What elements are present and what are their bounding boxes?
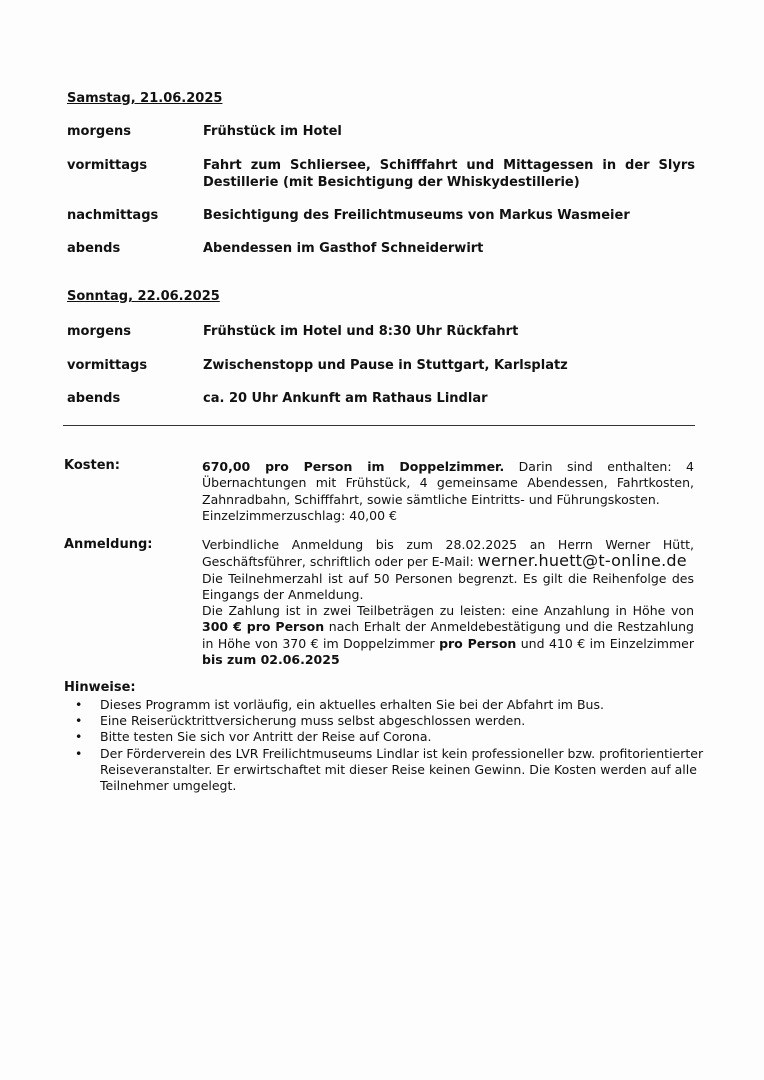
- registration-text-3: Die Zahlung ist in zwei Teilbeträgen zu leisten: eine Anzahlung in Höhe von: [202, 603, 694, 619]
- activity-text: Fahrt zum Schliersee, Schifffahrt und Mittagessen in der Slyrs Destillerie (mit Besichtigung der Whiskydestillerie): [203, 158, 695, 190]
- activity-text: Frühstück im Hotel und 8:30 Uhr Rückfahrt: [203, 324, 519, 339]
- activity-text: Besichtigung des Freilichtmuseums von Markus Wasmeier: [203, 208, 630, 223]
- registration-text-1: Verbindliche Anmeldung bis zum 28.02.2025 an Herrn Werner Hütt, Geschäftsführer, schriftlich oder per E-Mail:: [202, 537, 694, 570]
- bullet: •: [75, 745, 83, 761]
- activity-text: Frühstück im Hotel: [203, 124, 342, 139]
- bullet: •: [75, 729, 83, 745]
- time-label: vormittags: [67, 358, 148, 373]
- activity-text: ca. 20 Uhr Ankunft am Rathaus Lindlar: [203, 391, 488, 406]
- costs-single-supplement: Einzelzimmerzuschlag: 40,00 €: [202, 507, 397, 523]
- note-text: Bitte testen Sie sich vor Antritt der Reise auf Corona.: [100, 729, 432, 745]
- list-item: [64, 697, 704, 713]
- notes-title: Hinweise:: [64, 680, 136, 695]
- registration-label: Anmeldung:: [64, 537, 153, 552]
- registration-deposit: 300 € pro Person: [202, 619, 325, 635]
- note-text: Der Förderverein des LVR Freilichtmuseums Lindlar ist kein professioneller bzw. profitorientierter Reiseveranstalter. Er erwirtschaftet mit dieser Reise keinen Gewinn. Die Kosten werden auf alle Teilnehmer umgelegt.: [100, 745, 704, 794]
- costs-price: 670,00 pro Person im Doppelzimmer.: [202, 459, 505, 474]
- time-label: abends: [67, 391, 121, 406]
- note-text: Eine Reiserücktrittversicherung muss selbst abgeschlossen werden.: [100, 713, 526, 729]
- registration-email-link[interactable]: werner.huett@t-online.de: [477, 551, 687, 571]
- costs-label: Kosten:: [64, 458, 120, 473]
- time-label: morgens: [67, 124, 132, 139]
- costs-details: Darin sind enthalten: 4 Übernachtungen mit Frühstück, 4 gemeinsame Abendessen, Fahrtkosten, Zahnradbahn, Schifffahrt, sowie sämtliche Eintritts- und Führungskosten.: [202, 459, 694, 507]
- costs-block: [202, 459, 694, 524]
- day-heading-saturday: Samstag, 21.06.2025: [67, 91, 223, 106]
- day-heading-sunday: Sonntag, 22.06.2025: [67, 289, 220, 304]
- activity-text: Abendessen im Gasthof Schneiderwirt: [203, 241, 484, 256]
- bullet: •: [75, 697, 83, 712]
- time-label: vormittags: [67, 158, 148, 173]
- list-item: [64, 746, 704, 795]
- registration-block: [202, 537, 694, 668]
- bullet: •: [75, 713, 83, 729]
- notes-list: [64, 697, 704, 794]
- registration-text-2: Die Teilnehmerzahl ist auf 50 Personen begrenzt. Es gilt die Reihenfolge des Eingangs der Anmeldung.: [202, 570, 694, 602]
- registration-text-5: und 410 € im Einzelzimmer: [520, 635, 694, 651]
- registration-deadline: bis zum 02.06.2025: [202, 652, 340, 668]
- registration-text-4: nach Erhalt der Anmeldebestätigung und die Restzahlung in Höhe von 370 € im Doppelzimmer: [202, 619, 694, 651]
- note-text: Dieses Programm ist vorläufig, ein aktuelles erhalten Sie bei der Abfahrt im Bus.: [100, 697, 604, 712]
- list-item: [64, 713, 704, 729]
- time-label: morgens: [67, 324, 132, 339]
- list-item: [64, 729, 704, 745]
- time-label: abends: [67, 241, 121, 256]
- time-label: nachmittags: [67, 208, 159, 223]
- activity-text: Zwischenstopp und Pause in Stuttgart, Karlsplatz: [203, 358, 568, 373]
- divider-line: [63, 425, 695, 426]
- registration-per-person: pro Person: [439, 635, 517, 651]
